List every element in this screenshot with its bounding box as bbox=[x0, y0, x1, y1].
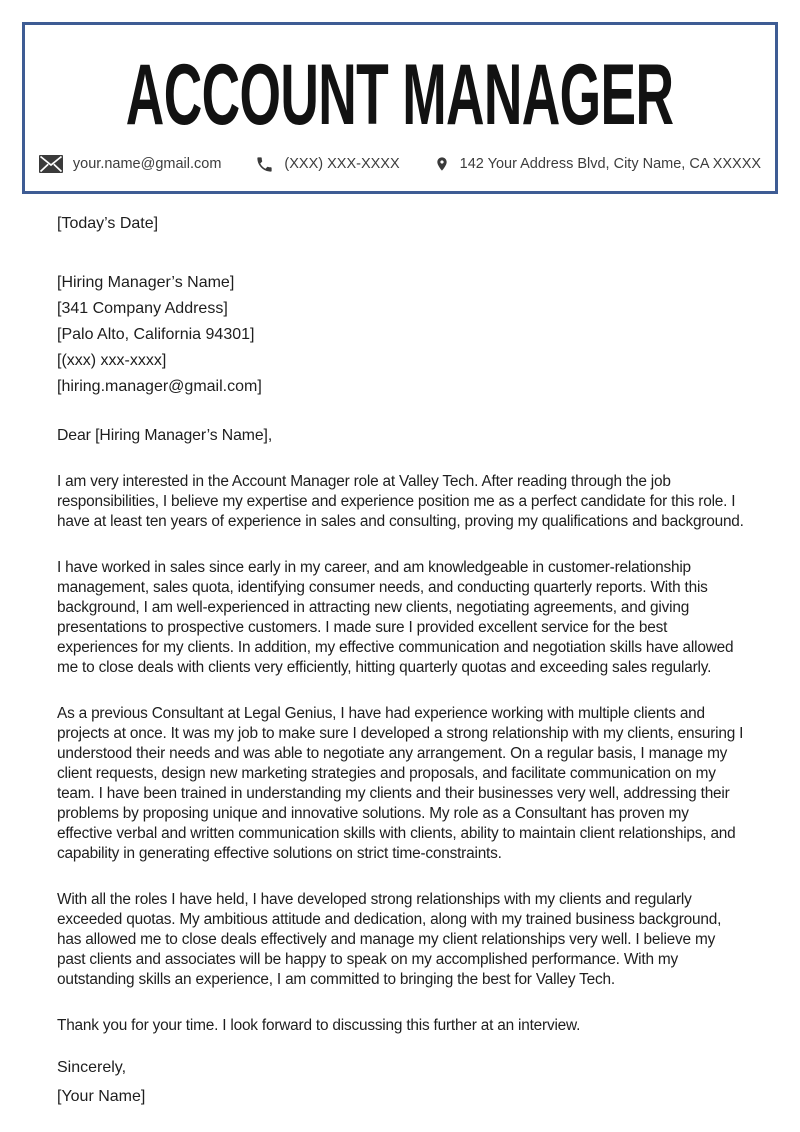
email-text: your.name@gmail.com bbox=[72, 156, 222, 172]
recipient-city: [Palo Alto, California 94301] bbox=[57, 326, 255, 343]
title-wrap bbox=[25, 47, 775, 143]
recipient-email: [hiring.manager@gmail.com] bbox=[57, 378, 262, 395]
recipient-block bbox=[57, 270, 744, 400]
letterhead bbox=[22, 22, 778, 194]
address-text: 142 Your Address Blvd, City Name, CA XXXXX bbox=[459, 156, 762, 172]
letter-body bbox=[0, 194, 800, 1110]
body-paragraph-4: With all the roles I have held, I have developed strong relationships with my clients and regularly exceeded quotas. My ambitious attitude and dedication, along with my trained business background, has allowed me to close deals effectively and manage my client relationships very well. I believe my past clients and associates will be happy to speak on my accomplished performance. With my outstanding skills an experience, I am committed to bringing the best for Valley Tech. bbox=[57, 891, 722, 988]
closing-line: Sincerely, bbox=[57, 1059, 127, 1076]
phone-icon bbox=[255, 155, 274, 174]
signature-line: [Your Name] bbox=[57, 1088, 146, 1105]
contact-phone bbox=[255, 155, 399, 174]
body-paragraph-2: I have worked in sales since early in my career, and am knowledgeable in customer-relationship management, sales quota, identifying consumer needs, and conducting quarterly reports. With this background, I am well-experienced in attracting new clients, negotiating agreements, and giving presentations to prospective customers. I made sure I provided excellent service for the best experiences for my clients. In addition, my effective communication and negotiation skills have allowed me to close deals with clients very efficiently, hitting quarterly quotas and exceeding sales regularly. bbox=[57, 559, 734, 676]
location-icon bbox=[434, 153, 450, 175]
contact-email bbox=[39, 155, 222, 173]
page-title: ACCOUNT MANAGER bbox=[126, 47, 674, 143]
greeting-line: Dear [Hiring Manager’s Name], bbox=[57, 427, 273, 444]
phone-text: (XXX) XXX-XXXX bbox=[284, 156, 400, 172]
recipient-name: [Hiring Manager’s Name] bbox=[57, 274, 235, 291]
date-line: [Today’s Date] bbox=[57, 215, 159, 232]
recipient-phone: [(xxx) xxx-xxxx] bbox=[57, 352, 167, 369]
recipient-address: [341 Company Address] bbox=[57, 300, 228, 317]
body-paragraph-1: I am very interested in the Account Manager role at Valley Tech. After reading through the job responsibilities, I believe my expertise and experience position me as a perfect candidate for this role. I have at least ten years of experience in sales and consulting, proving my qualifications and background. bbox=[57, 473, 744, 530]
contact-address bbox=[434, 153, 761, 175]
email-icon bbox=[39, 155, 63, 173]
thanks-line: Thank you for your time. I look forward to discussing this further at an interview. bbox=[57, 1017, 581, 1034]
body-paragraph-3: As a previous Consultant at Legal Genius, I have had experience working with multiple clients and projects at once. It was my job to make sure I developed a strong relationship with my clients, ensuring I understood their needs and was able to negotiate any arrangement. On a regular basis, I manage my client requests, design new marketing strategies and proposals, and facilitate communication on my team. I have been trained in understanding my clients and their businesses very well, addressing their problems by proposing unique and innovative solutions. My role as a Consultant has proven my effective verbal and written communication skills with clients, ability to maintain client relationships, and capability in generating effective solutions on strict time-constraints. bbox=[57, 705, 744, 862]
contact-row bbox=[25, 153, 775, 175]
